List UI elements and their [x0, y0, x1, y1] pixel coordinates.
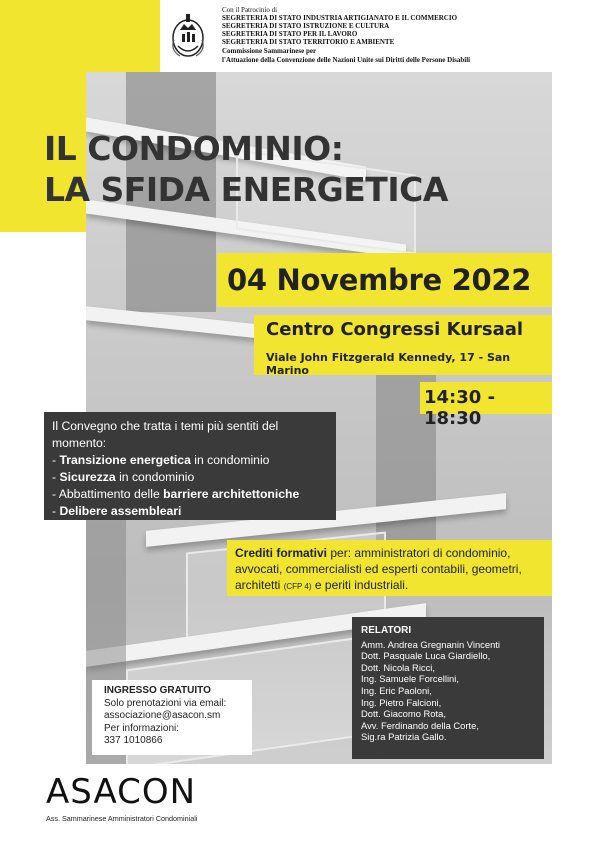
asacon-subtitle: Ass. Sammarinese Amministratori Condominiali — [46, 814, 198, 823]
commission-line-2: l'Attuazione della Convenzione delle Nazioni Unite sui Diritti delle Persone Disabili — [222, 55, 471, 64]
venue-box — [254, 315, 552, 375]
speakers-box — [352, 617, 544, 759]
topic-rest: in condominio — [190, 453, 270, 467]
speaker-item: Amm. Andrea Gregnanin Vincenti — [361, 638, 500, 650]
speaker-item: Dott. Giacomo Rota, — [361, 708, 446, 720]
event-time: 14:30 - 18:30 — [424, 387, 496, 429]
event-venue: Centro Congressi Kursaal — [266, 319, 524, 340]
topic-prefix: - Abbattimento delle — [52, 487, 164, 501]
topics-intro: Il Convegno che tratta i temi più sentiti del momento: — [52, 419, 279, 450]
patronage-line: SEGRETERIA DI STATO ISTRUZIONE E CULTURA — [222, 22, 390, 31]
speaker-item: Ing. Eric Paoloni, — [361, 684, 432, 696]
speaker-item: Dott. Nicola Ricci, — [361, 661, 435, 673]
speaker-item: Dott. Pasquale Luca Giardiello, — [361, 650, 491, 662]
asacon-logo: ASACON — [46, 772, 197, 812]
credits-text: per: amministratori di condominio, avvocati, commercialisti ed esperti contabili, geometri, architetti — [235, 546, 522, 592]
entry-line: Solo prenotazioni via email: — [104, 697, 227, 709]
credits-heading: Crediti formativi — [235, 546, 328, 560]
title-line-1: IL CONDOMINIO: — [44, 129, 344, 168]
entry-heading: INGRESSO GRATUITO — [104, 685, 211, 696]
patronage-line: SEGRETERIA DI STATO TERRITORIO E AMBIENTE — [222, 38, 395, 47]
topic-prefix: - — [52, 470, 60, 484]
topic-bold: Transizione energetica — [59, 453, 191, 467]
topic-rest: in condominio — [115, 470, 195, 484]
credits-cfp: (CFP 4) — [283, 582, 312, 591]
entry-line: Per informazioni: — [104, 722, 180, 734]
patronage-line: SEGRETERIA DI STATO PER IL LAVORO — [222, 30, 358, 39]
commission-line-1: Commissione Sammarinese per — [222, 47, 317, 56]
event-address: Viale John Fitzgerald Kennedy, 17 - San Marino — [266, 351, 511, 377]
entry-email[interactable]: associazione@asacon.sm — [104, 710, 221, 721]
speaker-item: Sig.ra Patrizia Gallo. — [361, 731, 447, 743]
credits-text-end: e periti industriali. — [311, 578, 409, 592]
credits-box — [227, 540, 552, 596]
topics-box — [44, 412, 336, 520]
topic-item — [52, 469, 328, 486]
topic-item — [52, 503, 328, 520]
page-title — [44, 128, 448, 210]
topic-item — [52, 452, 328, 469]
patronage-text — [222, 6, 592, 64]
entry-box — [92, 680, 252, 755]
top-yellow-block — [0, 0, 160, 72]
date-box — [217, 253, 552, 307]
event-date: 04 Novembre 2022 — [227, 263, 532, 297]
patronage-line: SEGRETERIA DI STATO INDUSTRIA ARTIGIANATO E IL COMMERCIO — [222, 14, 458, 23]
topic-prefix: - — [52, 453, 60, 467]
san-marino-crest-icon — [168, 10, 208, 62]
time-box — [420, 382, 552, 429]
topic-bold: barriere architettoniche — [163, 487, 300, 501]
topic-prefix: - — [52, 504, 60, 518]
entry-phone[interactable]: 337 1010866 — [104, 735, 163, 746]
speakers-heading: RELATORI — [361, 625, 412, 636]
topic-bold: Sicurezza — [59, 470, 116, 484]
topic-item — [52, 486, 328, 503]
title-line-2: LA SFIDA ENERGETICA — [44, 170, 448, 209]
speaker-item: Ing. Samuele Forcellini, — [361, 673, 459, 685]
topic-bold: Delibere assembleari — [59, 504, 182, 518]
speaker-item: Ing. Pietro Falcioni, — [361, 696, 442, 708]
patronage-intro: Con il Patrocinio di — [222, 6, 278, 14]
speaker-item: Avv. Ferdinando della Corte, — [361, 719, 479, 731]
